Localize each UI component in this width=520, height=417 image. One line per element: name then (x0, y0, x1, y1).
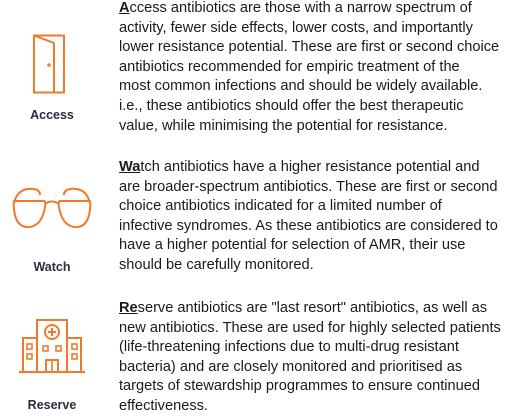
reserve-line: targets of stewardship programmes to ensure continued (119, 378, 480, 395)
reserve-first-line (119, 299, 519, 319)
reserve-icon-column (0, 318, 104, 374)
watch-section (0, 155, 520, 285)
hospital-icon (17, 318, 87, 374)
watch-line: have a higher potential for selection of AMR, their use (119, 237, 466, 254)
access-section (0, 0, 520, 140)
access-line: antibiotics recommended for empiric treatment of the (119, 58, 460, 75)
access-lead-letters: A (119, 0, 130, 16)
access-line: lower resistance potential. These are first or second choice (119, 39, 500, 56)
access-label: Access (30, 108, 74, 122)
reserve-line: bacteria) and are closely monitored and prioritised as (119, 358, 463, 375)
access-line: value, while minimising the potential for resistance. (119, 117, 448, 134)
access-first-line-rest: ccess antibiotics are those with a narrow spectrum of (129, 0, 472, 16)
watch-line: choice antibiotics indicated for a limited number of (119, 198, 442, 215)
door-icon (32, 34, 72, 94)
watch-first-line-rest: tch antibiotics have a higher resistance potential and (140, 159, 480, 175)
reserve-line: effectiveness. (119, 397, 208, 414)
reserve-line: (life-threatening infections due to multi-drug resistant (119, 339, 459, 356)
access-line: i.e., these antibiotics should offer the best therapeutic (119, 97, 464, 114)
access-icon-column (0, 34, 104, 94)
reserve-line: new antibiotics. These are used for highly selected patients (119, 319, 501, 336)
access-line: most common infections and should be widely available. (119, 78, 483, 95)
reserve-description (119, 299, 519, 417)
watch-first-line (119, 158, 519, 178)
reserve-lead-letters: Re (119, 300, 138, 316)
access-first-line (119, 0, 519, 19)
reserve-first-line-rest: serve antibiotics are "last resort" antibiotics, as well as (137, 300, 488, 316)
watch-icon-column (0, 183, 104, 233)
access-line: activity, fewer side effects, lower costs, and importantly (119, 19, 473, 36)
glasses-icon (8, 183, 96, 233)
watch-description (119, 158, 519, 276)
watch-lead-letters: Wa (119, 159, 141, 175)
access-description (119, 0, 519, 136)
watch-label: Watch (33, 260, 71, 274)
watch-line: infective syndromes. As these antibiotics are considered to (119, 217, 498, 234)
reserve-label: Reserve (27, 398, 77, 412)
reserve-section (0, 296, 520, 416)
watch-line: are broader-spectrum antibiotics. These are first or second (119, 178, 498, 195)
watch-line: should be carefully monitored. (119, 256, 314, 273)
